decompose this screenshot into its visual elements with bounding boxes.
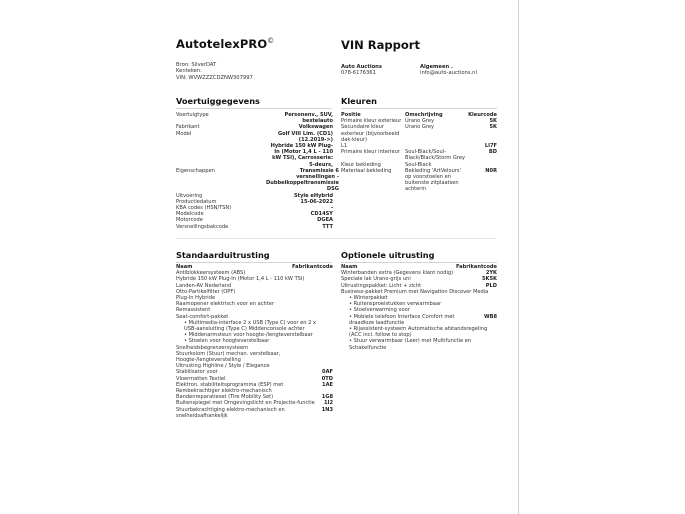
vehicle-row-label: Eigenschappen <box>176 167 215 174</box>
company-name: Auto Auctions <box>341 64 382 70</box>
standard-item-row <box>176 407 333 419</box>
vehicle-row <box>176 224 333 230</box>
document-title: VIN Rapport <box>341 38 420 52</box>
standard-item-code: 1AE <box>322 381 333 388</box>
standard-section-title: Standaarduitrusting <box>176 250 270 260</box>
color-position: Secundaire kleur exterieur (bijvoorbeeld dak-kleur) <box>341 124 400 143</box>
color-description: Urano Grey <box>405 124 434 131</box>
standard-item-name: Uitrusting Highline / Style / Elegance <box>176 363 270 370</box>
vehicle-row <box>176 167 339 193</box>
vehicle-row-value: Golf VIII Lim. (CD1)(12.2019->) <box>278 130 333 143</box>
standard-item-name: Stuurkolom (Stuur) mechan. verstelbaar, Hoogte-/lengteverstelling <box>176 350 281 364</box>
standard-item-name: Buitenspiegel met Omgevingslicht en Projectie-functie <box>176 400 315 407</box>
color-code: N0R <box>485 167 497 174</box>
standard-item-name: • Stoelen voor hoogteverstelbaar <box>184 338 270 345</box>
vehicle-row <box>176 131 333 143</box>
vehicle-row-value: DGEA <box>317 217 333 224</box>
optional-item-name: Business-pakket Premium met Navigation Discover Media <box>341 288 489 295</box>
color-position: L1 <box>341 143 348 150</box>
standard-item-row <box>176 320 333 332</box>
standard-item-name: Stuurbekrachtiging elektro-mechanisch en snelheidsafhankelijk <box>176 406 285 419</box>
optional-header-code: Fabrikantcode <box>455 264 497 270</box>
color-row <box>341 124 497 143</box>
color-position: Materiaal bekleding <box>341 167 392 174</box>
optional-item-code: WB8 <box>483 313 497 320</box>
standard-item-name: Landen-AV Nederland <box>176 282 232 289</box>
optional-item-row <box>341 314 497 326</box>
source-info <box>176 62 253 81</box>
optional-item-code: 2YK <box>485 270 497 277</box>
company-email: info@auto-auctions.nl <box>420 70 477 77</box>
optional-item-name: • Rijassistent-systeem Automatische afstandsregeling (ACC incl. follow to stop) <box>349 326 488 339</box>
colors-section-rule <box>341 108 497 109</box>
standard-item-row <box>176 351 333 363</box>
colors-section-title: Kleuren <box>341 96 377 106</box>
optional-item-row <box>341 338 497 350</box>
color-code: 5K <box>489 118 497 125</box>
optional-item-name: • Stoelverwarming voor <box>349 307 410 314</box>
color-position: Kleur bekleding <box>341 161 381 168</box>
color-description: Bekleding 'ArtVelours' op voorstoelen en buitenste zitplaatsen achterin <box>405 167 461 193</box>
optional-equipment-list <box>341 264 497 351</box>
colors-header-position: Positie <box>341 112 361 118</box>
standard-item-name: Raamopener elektrisch voor en achter <box>176 301 274 308</box>
standard-item-code: 0TD <box>321 375 333 382</box>
optional-item-name: Winterbanden extra (Gegevens klant nodig) <box>341 270 454 277</box>
color-code: BD <box>488 149 497 156</box>
source-bron: Bron: SilverDAT <box>176 62 217 68</box>
optional-item-name: Speciale lak Urano-grijs uni <box>341 276 411 283</box>
color-position: Primaire kleur interieur <box>341 149 400 156</box>
optional-item-name: • Stuur verwarmbaar (Leer) met Multifunctie en Schakelfunctie <box>349 338 472 351</box>
vehicle-row-value: TTT <box>322 223 333 230</box>
optional-item-name: • Mobiele telefoon Interface Comfort met draadloze laadfunctie <box>349 313 455 326</box>
color-description: Urano Grey <box>405 118 434 125</box>
standard-item-code: 1I2 <box>324 400 333 407</box>
vehicle-row <box>176 143 333 168</box>
vehicle-row-value: Transmissie 6 versnellingen - Dubbelkoppeltransmissie DSG <box>266 167 339 193</box>
company-general <box>420 64 477 77</box>
brand-logo: AutotelexPRO© <box>176 37 275 51</box>
standard-item-name: Otto-Partikelfilter (OPF) <box>176 288 236 295</box>
source-kenteken: Kenteken: <box>176 68 202 75</box>
vehicle-row <box>176 112 333 124</box>
vehicle-row-value: Style eHybrid <box>294 192 333 199</box>
standard-item-name: Plug-In Hybride <box>176 295 216 302</box>
colors-header-description: Omschrijving <box>405 112 443 118</box>
optional-item-name: • Ruitensproeistukken verwarmbaar <box>349 301 442 308</box>
vehicle-details <box>176 112 339 230</box>
standard-item-name: Antiblokkeersysteem (ABS) <box>176 270 246 277</box>
vehicle-row-label: Model <box>176 130 192 137</box>
vehicle-row-label: KBA codes (HSN/TSN) <box>176 205 232 212</box>
standard-header-code: Fabrikantcode <box>291 264 333 270</box>
color-code: LI7F <box>484 143 497 150</box>
optional-item-row <box>341 326 497 338</box>
standard-item-name: Hybride 150 kW Plug-In (Motor 1,4 L - 110 kW TSI) <box>176 276 305 283</box>
vehicle-row-label: Uitvoering <box>176 192 203 199</box>
standard-item-name: Vloermatten Textiel <box>176 375 226 382</box>
vehicle-section-rule <box>176 108 332 109</box>
standard-item-row <box>176 382 333 394</box>
company-phone: 078-6176361 <box>341 70 376 77</box>
optional-item-code: PLD <box>485 282 497 289</box>
vehicle-row-value: CD14SY <box>310 211 333 218</box>
page-edge-divider <box>518 0 519 514</box>
standard-item-name: Elektron. stabiliteitsprogramma (ESP) met Rembekrachtiger elektro-mechanisch <box>176 381 284 395</box>
standard-item-code: 0AF <box>322 369 333 376</box>
vehicle-row-value: - <box>330 205 333 212</box>
color-description: Soul-Black/Soul-Black/Black/Storm Grey <box>405 149 466 162</box>
color-code: 5K <box>489 124 497 131</box>
standard-equipment-list <box>176 264 333 419</box>
vehicle-row-label: Modelcode <box>176 211 204 218</box>
standard-item-name: • Middenarmsteun voor hoogte-/lengteverstelbaar <box>184 332 313 339</box>
standard-item-code: 1G8 <box>321 394 333 401</box>
vehicle-row-label: Voertuigtype <box>176 112 209 118</box>
optional-section-title: Optionele uitrusting <box>341 250 435 260</box>
optional-item-name: Uitrustingspakket: Licht + zicht <box>341 282 422 289</box>
company-general-label: Algemeen . <box>420 64 453 70</box>
color-description: Soul-Black <box>405 161 432 168</box>
colors-header-code: Kleurcode <box>468 112 497 118</box>
standard-item-name: Snelheidsbegrenzersysteem <box>176 344 249 351</box>
colors-table <box>341 112 497 193</box>
vehicle-row-label <box>176 143 266 168</box>
color-position: Primaire kleur exterieur <box>341 118 402 125</box>
standard-item-code: 1N3 <box>321 406 333 413</box>
standard-item-name: Stabilisator voor <box>176 369 218 376</box>
source-vin: VIN: WVWZZZCDZNW307997 <box>176 74 253 81</box>
vehicle-row-value: Volkswagen <box>298 124 333 131</box>
color-row <box>341 149 497 161</box>
vehicle-row-label: Productiedatum <box>176 198 217 205</box>
optional-header-name: Naam <box>341 264 358 270</box>
vehicle-row-value: 15-06-2022 <box>300 198 333 205</box>
vehicle-row-label: Versnellingsbakcode <box>176 223 229 230</box>
standard-item-name: Seat-comfort-pakket <box>176 313 229 320</box>
vehicle-row-label: Fabrikant <box>176 124 200 131</box>
standard-item-name: Bandenreparatieset (Tire Mobility Set) <box>176 394 274 401</box>
vehicle-row-value: Personenv., SUV, bestelauto <box>284 112 333 125</box>
standard-header-name: Naam <box>176 264 193 270</box>
standard-item-name: • Multimedia-interface 2 x USB (Type C) voor en 2 x USB-aansluiting (Type C) Middenconsole achter <box>184 319 316 333</box>
optional-section-rule <box>341 262 497 263</box>
vehicle-section-title: Voertuiggegevens <box>176 96 260 106</box>
standard-item-name: Remassistent <box>176 307 211 314</box>
optional-item-code: 5K5K <box>482 276 497 283</box>
optional-item-name: • Winterpakket <box>349 295 388 302</box>
color-row <box>341 168 497 193</box>
vehicle-row-label: Motorcode <box>176 217 203 224</box>
standard-section-rule <box>176 262 332 263</box>
company-info <box>341 64 382 77</box>
vehicle-row-value: Hybride 150 kW Plug-In (Motor 1,4 L - 110 kW TSI), Carrosserie: 5-deurs, <box>270 143 333 168</box>
section-divider <box>176 238 496 239</box>
